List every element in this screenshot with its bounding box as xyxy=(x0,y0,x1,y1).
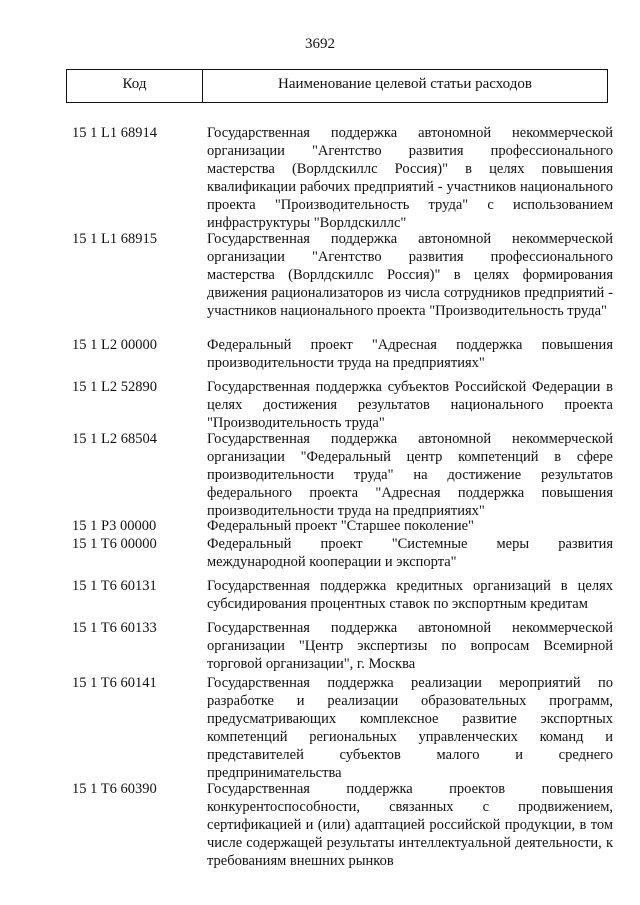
item-code: 15 1 T6 60390 xyxy=(72,781,157,797)
name-column-header: Наименование целевой статьи расходов xyxy=(278,76,532,92)
list-item xyxy=(0,619,640,674)
item-code: 15 1 T6 60131 xyxy=(72,578,157,594)
item-code: 15 1 P3 00000 xyxy=(72,518,157,534)
item-description: Государственная поддержка реализации мероприятий по разработке и реализации образовательных программ, предусматривающих комплексное развитие экспортных компетенций региональных управленческих команд и представителей субъектов малого и среднего предпринимательства xyxy=(207,675,613,781)
list-item xyxy=(0,430,640,517)
item-description: Государственная поддержка субъектов Российской Федерации в целях достижения результатов национального проекта "Производительность труда" xyxy=(207,379,613,431)
item-description: Федеральный проект "Адресная поддержка повышения производительности труда на предприятиях" xyxy=(207,337,613,371)
list-item xyxy=(0,577,640,619)
item-code: 15 1 T6 60133 xyxy=(72,620,157,636)
item-description: Государственная поддержка кредитных организаций в целях субсидирования процентных ставок по экспортным кредитам xyxy=(207,578,613,612)
item-description: Государственная поддержка проектов повышения конкурентоспособности, связанных с продвижением, сертификацией и (или) адаптацией российской продукции, в том числе содержащей результаты интеллектуальной деятельности, к требованиям внешних рынков xyxy=(207,781,613,869)
list-item xyxy=(0,378,640,430)
list-item xyxy=(0,336,640,378)
item-code: 15 1 T6 00000 xyxy=(72,536,157,552)
list-item xyxy=(0,674,640,780)
item-description: Государственная поддержка автономной некоммерческой организации "Федеральный центр компетенций в сфере производительности труда" на достижение результатов федерального проекта "Адресная поддержка повышения производительности труда на предприятиях" xyxy=(207,431,613,519)
item-code: 15 1 L2 52890 xyxy=(72,379,157,395)
item-description: Федеральный проект "Системные меры развития международной кооперации и экспорта" xyxy=(207,536,613,570)
budget-items-list xyxy=(0,124,640,870)
code-column-header: Код xyxy=(67,70,203,102)
page-number: 3692 xyxy=(305,36,335,52)
list-item xyxy=(0,535,640,577)
list-item xyxy=(0,124,640,230)
item-code: 15 1 T6 60141 xyxy=(72,675,157,691)
table-header xyxy=(66,69,608,103)
list-item xyxy=(0,517,640,535)
item-code: 15 1 L1 68915 xyxy=(72,231,157,247)
item-description: Государственная поддержка автономной некоммерческой организации "Агентство развития профессионального мастерства (Ворлдскиллс Россия)" в целях формирования движения рационализаторов из числа сотрудников предприятий - участников национального проекта "Производительность труда" xyxy=(207,231,613,319)
item-description: Федеральный проект "Старшее поколение" xyxy=(207,518,474,534)
item-code: 15 1 L1 68914 xyxy=(72,125,157,141)
item-code: 15 1 L2 68504 xyxy=(72,431,157,447)
item-description: Государственная поддержка автономной некоммерческой организации "Агентство развития профессионального мастерства (Ворлдскиллс Россия)" в целях повышения квалификации рабочих предприятий - участников национального проекта "Производительность труда" с использованием инфраструктуры "Ворлдскиллс" xyxy=(207,125,613,231)
item-code: 15 1 L2 00000 xyxy=(72,337,157,353)
list-item xyxy=(0,230,640,336)
list-item xyxy=(0,780,640,870)
item-description: Государственная поддержка автономной некоммерческой организации "Центр экспертизы по вопросам Всемирной торговой организации", г. Москва xyxy=(207,620,613,672)
